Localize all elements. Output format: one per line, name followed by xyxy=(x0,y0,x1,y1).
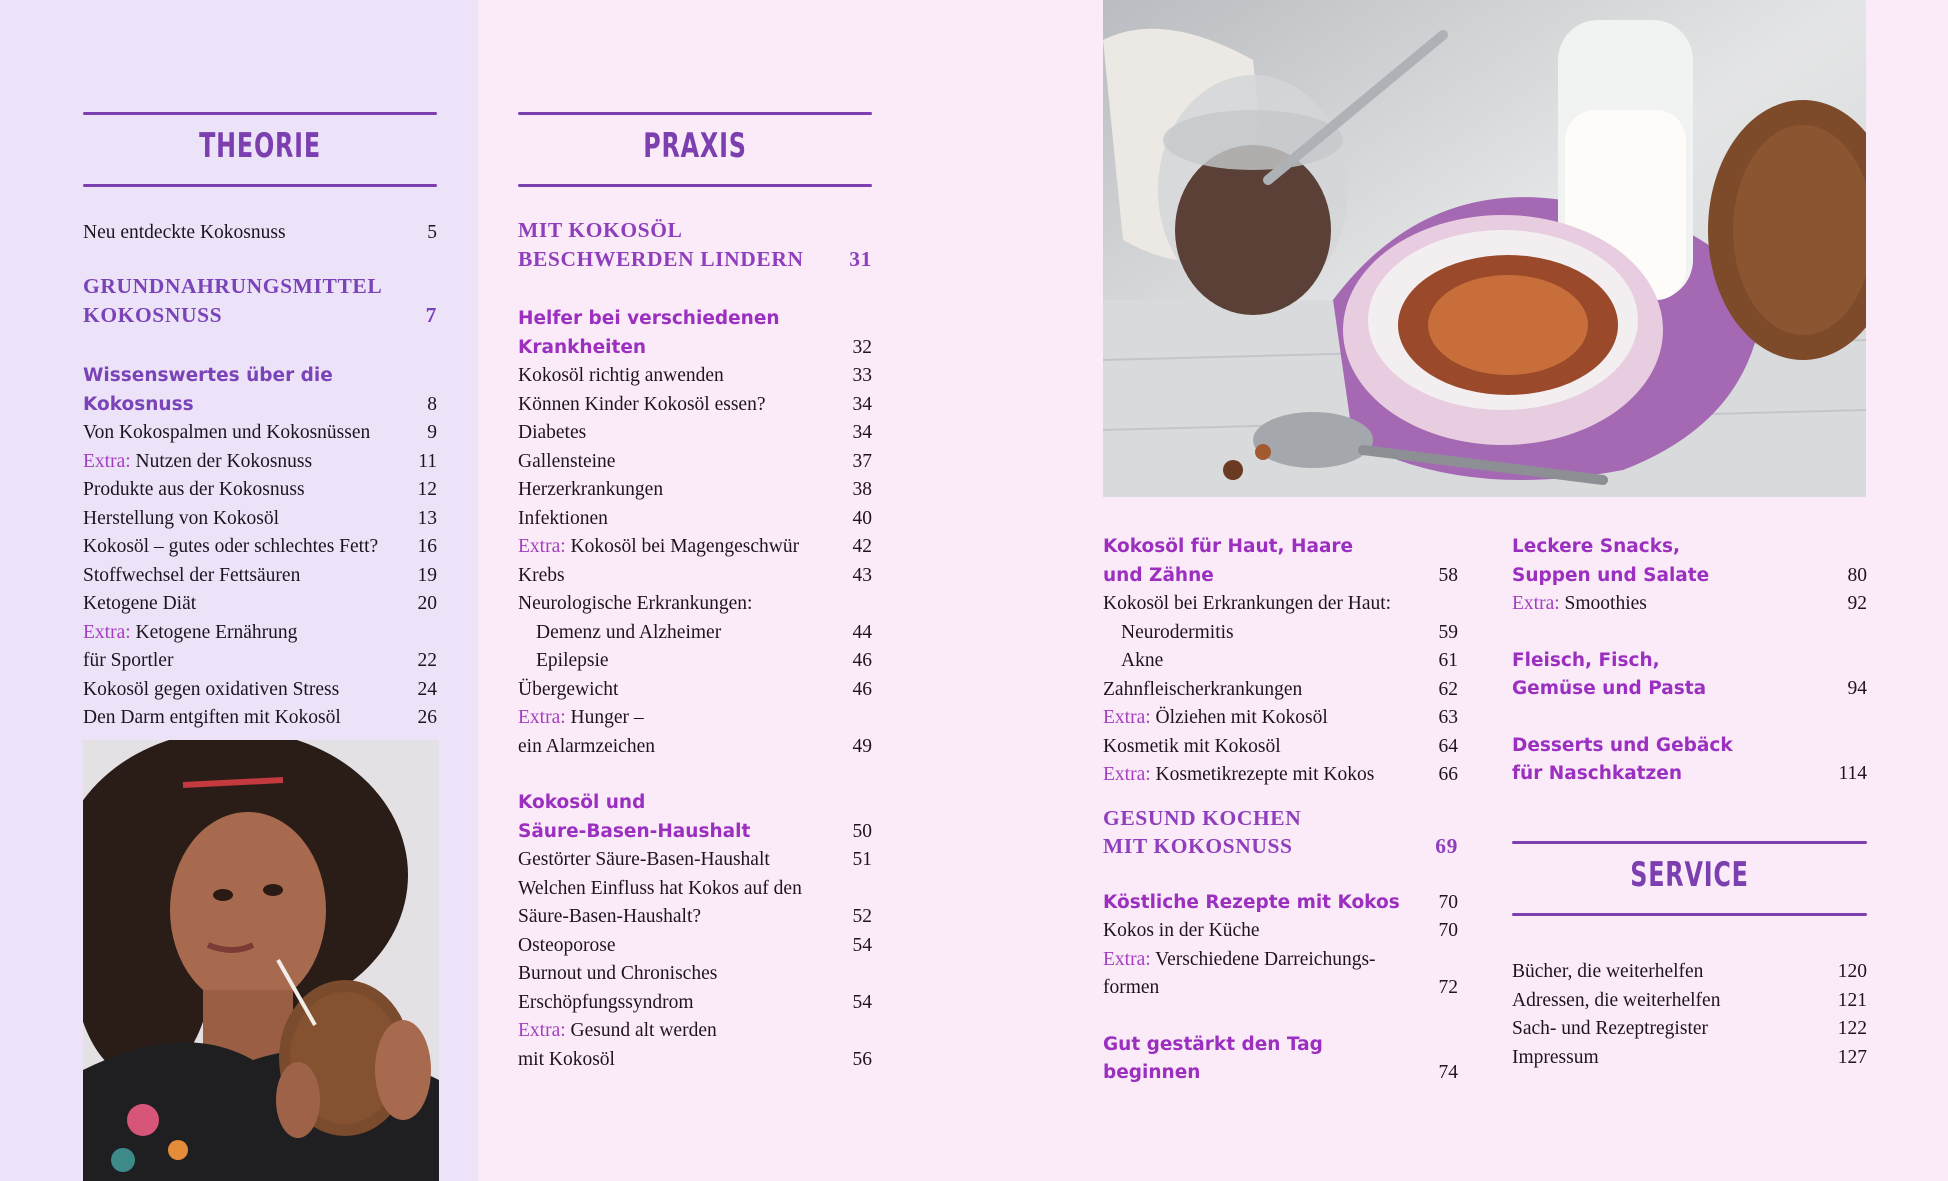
service-list xyxy=(1512,958,1867,1072)
toc-entry[interactable]: Osteoporose 54 xyxy=(518,932,872,961)
toc-entry[interactable]: Herstellung von Kokosöl 13 xyxy=(83,505,437,534)
toc-entry[interactable]: Neurologische Erkrankungen: xyxy=(518,593,753,614)
extra-label: Extra: xyxy=(518,1020,566,1041)
page-number: 46 xyxy=(852,678,872,700)
coconut-granola-photo xyxy=(1103,0,1866,497)
heading-rule xyxy=(518,184,872,187)
extra-label: Extra: xyxy=(518,536,566,557)
toc-entry[interactable]: Können Kinder Kokosöl essen? 34 xyxy=(518,391,872,420)
page-number: 16 xyxy=(417,536,437,557)
toc-subsection[interactable]: Fleisch, Fisch, xyxy=(1512,649,1660,671)
toc-entry[interactable]: Erschöpfungssyndrom 54 xyxy=(518,989,872,1018)
toc-entry[interactable]: Ketogene Diät 20 xyxy=(83,590,437,619)
toc-entry[interactable]: Stoffwechsel der Fettsäuren 19 xyxy=(83,562,437,591)
toc-entry[interactable]: Extra: Ölziehen mit Kokosöl 63 xyxy=(1103,704,1458,733)
service-title: SERVICE xyxy=(1630,855,1749,895)
toc-entry[interactable]: Impressum 127 xyxy=(1512,1044,1867,1073)
toc-subsection[interactable]: Köstliche Rezepte mit Kokos 70 xyxy=(1103,891,1458,913)
page-number: 38 xyxy=(852,479,872,500)
page-number: 127 xyxy=(1837,1046,1867,1068)
heading-rule xyxy=(518,112,872,115)
toc-entry[interactable]: Von Kokospalmen und Kokosnüssen 9 xyxy=(83,419,437,448)
theorie-column xyxy=(83,112,437,198)
page-number: 24 xyxy=(417,678,437,700)
extra-label: Extra: xyxy=(83,450,131,472)
service-column xyxy=(1512,841,1867,927)
toc-subsection[interactable]: Desserts und Gebäck xyxy=(1512,734,1733,756)
toc-entry[interactable]: Kosmetik mit Kokosöl 64 xyxy=(1103,733,1458,762)
heading-rule xyxy=(1512,913,1867,916)
toc-subsection[interactable]: Gut gestärkt den Tag beginnen 74 xyxy=(1103,1033,1458,1083)
toc-entry[interactable]: Extra: Smoothies 92 xyxy=(1512,593,1867,614)
praxis-column xyxy=(518,112,872,198)
toc-subsection[interactable]: Kokosöl für Haut, Haare xyxy=(1103,536,1354,557)
theorie-list xyxy=(83,362,437,733)
page-number: 12 xyxy=(417,479,437,500)
toc-entry[interactable]: Kokos in der Küche 70 xyxy=(1103,917,1458,946)
heading-rule xyxy=(83,184,437,187)
service-heading xyxy=(1512,841,1867,927)
toc-entry[interactable]: ein Alarmzeichen 49 xyxy=(518,733,872,762)
toc-entry[interactable]: Übergewicht 46 xyxy=(518,676,872,705)
page-number: 59 xyxy=(1438,621,1458,643)
toc-entry[interactable]: Extra: Nutzen der Kokosnuss 11 xyxy=(83,448,437,477)
theorie-title: THEORIE xyxy=(199,126,321,166)
page-number: 43 xyxy=(852,564,872,586)
toc-entry[interactable]: Neu entdeckte Kokosnuss 5 xyxy=(83,222,437,243)
page-number: 64 xyxy=(1438,735,1458,757)
toc-entry[interactable]: Extra: Kosmetikrezepte mit Kokos 66 xyxy=(1103,761,1458,790)
toc-entry[interactable]: Akne 61 xyxy=(1103,647,1458,676)
page-number: 11 xyxy=(418,450,437,472)
right-column-2: Leckere Snacks, Suppen und Salate 80 Extra: Smoothies 92 Fleisch, Fisch, Gemüse und Pasta 94 Desserts und Gebäck für Naschkatzen 114 xyxy=(1512,533,1867,789)
page-number: 37 xyxy=(852,450,872,472)
heading-rule xyxy=(83,112,437,115)
toc-subsection[interactable]: Helfer bei verschiedenen xyxy=(518,308,780,329)
page-number: 61 xyxy=(1438,650,1458,671)
toc-entry[interactable]: Welchen Einfluss hat Kokos auf den xyxy=(518,877,802,899)
page-number: 22 xyxy=(417,650,437,671)
page-number: 121 xyxy=(1837,989,1867,1011)
praxis-list: Helfer bei verschiedenen Krankheiten 32 Kokosöl richtig anwenden 33 Können Kinder Kokosöl essen? 34 Diabetes 34 Gallensteine 37 Herzerkrankungen 38 Infektionen 40 Extra: Kokosöl bei Magengeschwür 42 Krebs 43 Neurologische Erkrankungen: Demenz und Alzheimer 44 Epilepsie 46 Übergewicht 46 Extra: Hunger – ein Alarmzeichen 49 Kokosöl und Säure-Basen-Haushalt 50 Gestörter Säure-Basen-Haushalt 51 Welchen Einfluss hat Kokos auf den Säure-Basen-Haushalt? 52 Osteoporose 54 Burnout und Chronisches Erschöpfungssyndrom 54 Extra: Gesund alt werden mit Kokosöl 56 xyxy=(518,305,872,1074)
toc-entry[interactable]: mit Kokosöl 56 xyxy=(518,1046,872,1075)
toc-entry[interactable]: Zahnfleischerkrankungen 62 xyxy=(1103,676,1458,705)
toc-chapter[interactable]: GESUND KOCHEN xyxy=(1103,805,1302,830)
page-number: 66 xyxy=(1438,764,1458,785)
toc-entry[interactable]: Gallensteine 37 xyxy=(518,448,872,477)
extra-label: Extra: xyxy=(1103,764,1151,785)
heading-rule xyxy=(1512,841,1867,844)
page-number: 26 xyxy=(417,707,437,728)
toc-entry[interactable]: Infektionen 40 xyxy=(518,505,872,534)
toc-subsection[interactable]: Kokosöl und xyxy=(518,792,646,813)
toc-subsection[interactable]: Leckere Snacks, xyxy=(1512,536,1681,557)
page-number: 13 xyxy=(417,507,437,529)
toc-entry[interactable]: Kokosöl richtig anwenden 33 xyxy=(518,362,872,391)
toc-entry[interactable]: Extra: Gesund alt werden xyxy=(518,1020,717,1041)
page-number: 20 xyxy=(417,593,437,614)
page-number: 51 xyxy=(852,849,872,870)
right-column-1: Kokosöl für Haut, Haare und Zähne 58 Kokosöl bei Erkrankungen der Haut: Neurodermitis 59 Akne 61 Zahnfleischerkrankungen 62 Extra: Ölziehen mit Kokosöl 63 Kosmetik mit Kokosöl 64 Extra: Kosmetikrezepte mit Kokos 66 GESUND KOCHEN MIT KOKOSNUSS 69 Köstliche Rezepte mit Kokos 70 Kokos in der Küche 70 Extra: Verschiedene Darreichungs- formen 72 Gut gestärkt den Tag beginnen 74 xyxy=(1103,533,1458,1088)
praxis-heading xyxy=(518,112,872,198)
toc-entry[interactable]: formen 72 xyxy=(1103,974,1458,1003)
toc-entry[interactable]: Adressen, die weiterhelfen 121 xyxy=(1512,987,1867,1016)
page-number: 70 xyxy=(1438,920,1458,941)
page-number: 120 xyxy=(1837,961,1867,982)
extra-label: Extra: xyxy=(1103,707,1151,728)
praxis-title: PRAXIS xyxy=(643,126,747,166)
page-number: 34 xyxy=(852,393,872,415)
toc-entry[interactable]: Extra: Hunger – xyxy=(518,707,644,728)
toc-entry[interactable]: Kokosöl – gutes oder schlechtes Fett? 16 xyxy=(83,533,437,562)
toc-entry[interactable]: Kokosöl bei Erkrankungen der Haut: xyxy=(1103,593,1392,614)
toc-entry[interactable]: Demenz und Alzheimer 44 xyxy=(518,619,872,648)
toc-entry[interactable]: Säure-Basen-Haushalt? 52 xyxy=(518,903,872,932)
page-number: 54 xyxy=(852,934,872,956)
page-number: 72 xyxy=(1438,977,1458,998)
page-number: 63 xyxy=(1438,707,1458,728)
extra-label: Extra: xyxy=(83,621,131,643)
toc-entry[interactable]: Extra: Kokosöl bei Magengeschwür 42 xyxy=(518,533,872,562)
toc-entry[interactable]: Produkte aus der Kokosnuss 12 xyxy=(83,476,437,505)
page-number: 44 xyxy=(852,621,872,643)
page-number: 9 xyxy=(427,422,437,443)
theorie-heading xyxy=(83,112,437,198)
page-number: 52 xyxy=(852,906,872,927)
toc-entry[interactable]: Extra: Ketogene Ernährung xyxy=(83,621,298,643)
page-number: 40 xyxy=(852,507,872,529)
toc-entry[interactable]: Kokosöl gegen oxidativen Stress 24 xyxy=(83,676,437,705)
page-number: 42 xyxy=(852,536,872,557)
theorie-chapter[interactable]: GRUNDNAHRUNGSMITTEL KOKOSNUSS 7 xyxy=(83,274,437,327)
page-number: 49 xyxy=(852,735,872,757)
page-number: 54 xyxy=(852,991,872,1013)
toc-entry[interactable]: Extra: Verschiedene Darreichungs- xyxy=(1103,948,1376,970)
toc-entry[interactable]: Neurodermitis 59 xyxy=(1103,619,1458,648)
toc-entry[interactable]: Herzerkrankungen 38 xyxy=(518,476,872,505)
page-number: 19 xyxy=(417,564,437,586)
toc-subsection[interactable]: Wissenswertes über die Kokosnuss 8 xyxy=(83,365,437,415)
page-number: 56 xyxy=(852,1048,872,1070)
toc-entry[interactable]: Burnout und Chronisches xyxy=(518,963,718,984)
page-number: 46 xyxy=(852,650,872,671)
toc-entry[interactable]: Krebs 43 xyxy=(518,562,872,591)
page-number: 34 xyxy=(852,422,872,443)
praxis-chapter[interactable]: MIT KOKOSÖL BESCHWERDEN LINDERN 31 xyxy=(518,218,872,271)
extra-label: Extra: xyxy=(518,707,566,728)
page-number: 122 xyxy=(1837,1018,1867,1039)
toc-entry[interactable]: Bücher, die weiterhelfen 120 xyxy=(1512,958,1867,987)
toc-entry[interactable]: Epilepsie 46 xyxy=(518,647,872,676)
page-number: 62 xyxy=(1438,678,1458,700)
toc-entry[interactable]: Diabetes 34 xyxy=(518,419,872,448)
theorie-intro xyxy=(83,219,437,248)
toc-entry[interactable]: Den Darm entgiften mit Kokosöl 26 xyxy=(83,704,437,733)
toc-entry[interactable]: Sach- und Rezeptregister 122 xyxy=(1512,1015,1867,1044)
toc-entry[interactable]: für Sportler 22 xyxy=(83,647,437,676)
extra-label: Extra: xyxy=(1103,948,1151,970)
toc-entry[interactable]: Gestörter Säure-Basen-Haushalt 51 xyxy=(518,846,872,875)
woman-drinking-coconut-photo xyxy=(83,740,439,1181)
page-number: 33 xyxy=(852,365,872,386)
